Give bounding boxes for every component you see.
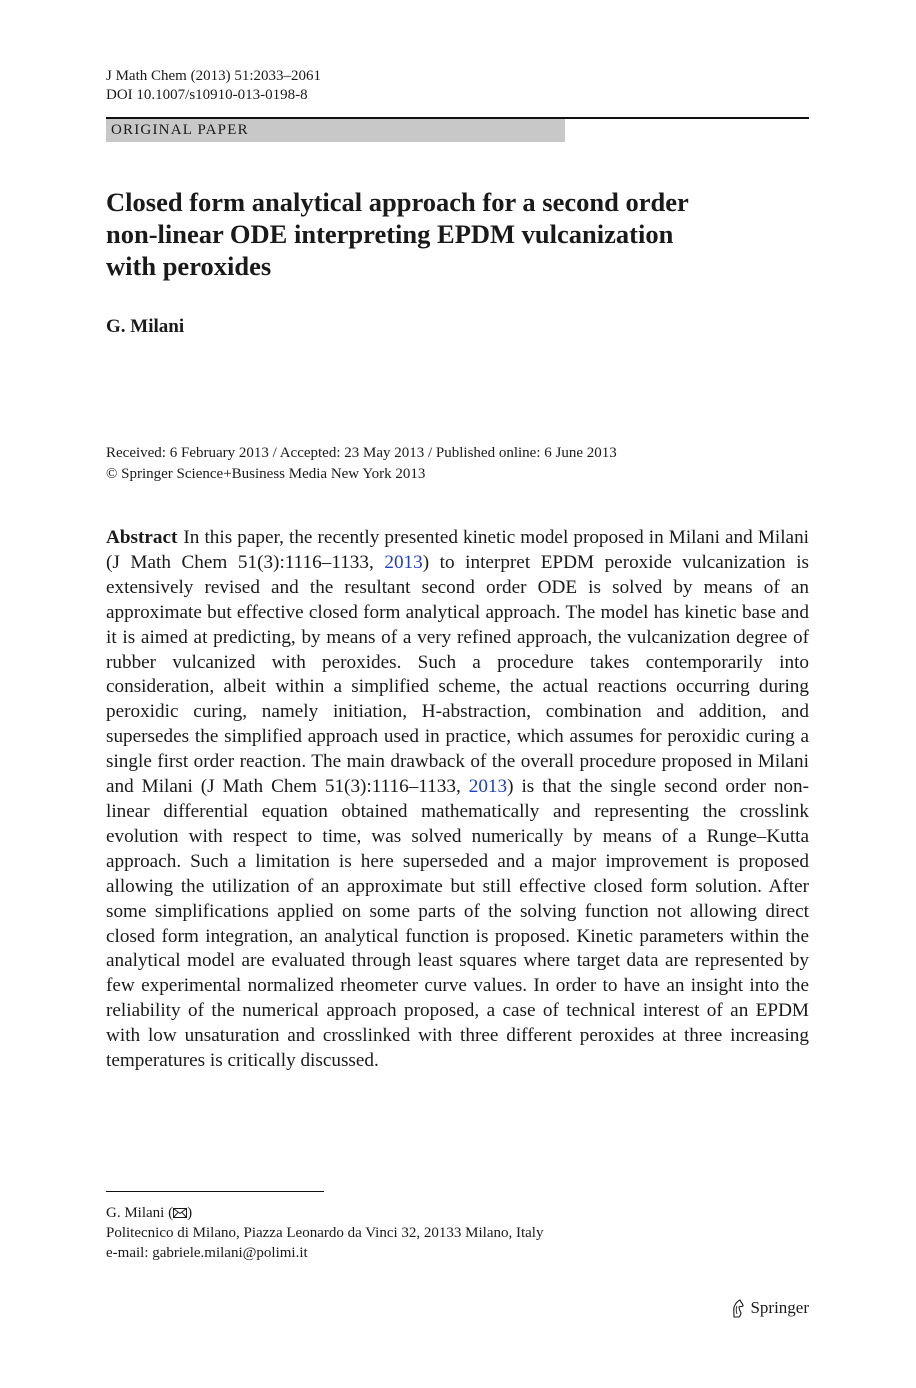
abstract-text-3: ) is that the single second order non-linear differential equation obtained mathematically and representing the crosslink evolution with respect to time, was solved numerically by means of a Runge–Kutta approach. Such a limitation is here superseded and a major improvement is proposed allowing the utilization of an approximate but still effective closed form solution. After some simplifications applied on some parts of the solving function not allowing direct closed form integration, an analytical function is proposed. Kinetic parameters within the analytical model are evaluated through least squares where target data are represented by few experimental normalized rheometer curve values. In order to have an insight into the reliability of the numerical approach proposed, a case of technical interest of an EPDM with low unsaturation and crosslinked with three different peroxides at three increasing temperatures is critically discussed. <box>106 776 810 1072</box>
title-line-3: with peroxides <box>106 251 272 281</box>
doi: DOI 10.1007/s10910-013-0198-8 <box>106 87 308 103</box>
copyright: © Springer Science+Business Media New York 2013 <box>106 466 426 482</box>
author-name: G. Milani <box>106 316 185 337</box>
author-email[interactable]: e-mail: gabriele.milani@polimi.it <box>106 1245 308 1261</box>
citation-link-1[interactable]: 2013 <box>384 551 423 573</box>
footnote-author-name: G. Milani ( <box>106 1205 174 1221</box>
author-footnote <box>106 1203 543 1263</box>
abstract-text-2: ) to interpret EPDM peroxide vulcanization is extensively revised and the resultant second order ODE is solved by means of an approximate but effective closed form analytical approach. The model has kinetic base and it is aimed at predicting, by means of a very refined approach, the vulcanization degree of rubber vulcanized with peroxides. Such a procedure takes contemporarily into consideration, albeit within a simplified scheme, the actual reactions occurring during peroxidic curing, namely initiation, H-abstraction, combination and addition, and supersedes the simplified approach used in practice, which assumes for peroxidic curing a single first order reaction. The main drawback of the overall procedure proposed in Milani and Milani (J Math Chem 51(3):1116–1133, <box>106 551 809 798</box>
journal-citation: J Math Chem (2013) 51:2033–2061 <box>106 68 321 84</box>
title-line-2: non-linear ODE interpreting EPDM vulcanization <box>106 219 674 249</box>
publisher-logo <box>731 1298 809 1318</box>
paper-type-band: ORIGINAL PAPER <box>106 119 565 142</box>
abstract-label: Abstract <box>106 527 178 548</box>
affiliation: Politecnico di Milano, Piazza Leonardo da Vinci 32, 20133 Milano, Italy <box>106 1225 544 1241</box>
paper-title <box>106 186 746 282</box>
envelope-icon <box>173 1208 187 1218</box>
paper-page <box>106 0 809 1388</box>
citation-link-2[interactable]: 2013 <box>468 776 508 798</box>
abstract <box>106 526 809 1074</box>
title-line-1: Closed form analytical approach for a second order <box>106 187 689 217</box>
abstract-text-1: In this paper, the recently presented kinetic model proposed in Milani and Milani (J Math Chem 51(3):1116–1133, <box>106 527 809 573</box>
journal-info <box>106 67 321 105</box>
publisher-name: Springer <box>750 1298 809 1317</box>
footnote-author <box>106 1203 543 1223</box>
publication-history <box>106 443 617 485</box>
footnote-author-close: ) <box>187 1205 193 1221</box>
springer-horse-icon <box>731 1298 745 1318</box>
history-dates: Received: 6 February 2013 / Accepted: 23 May 2013 / Published online: 6 June 2013 <box>106 445 617 461</box>
footnote-rule <box>106 1191 324 1192</box>
